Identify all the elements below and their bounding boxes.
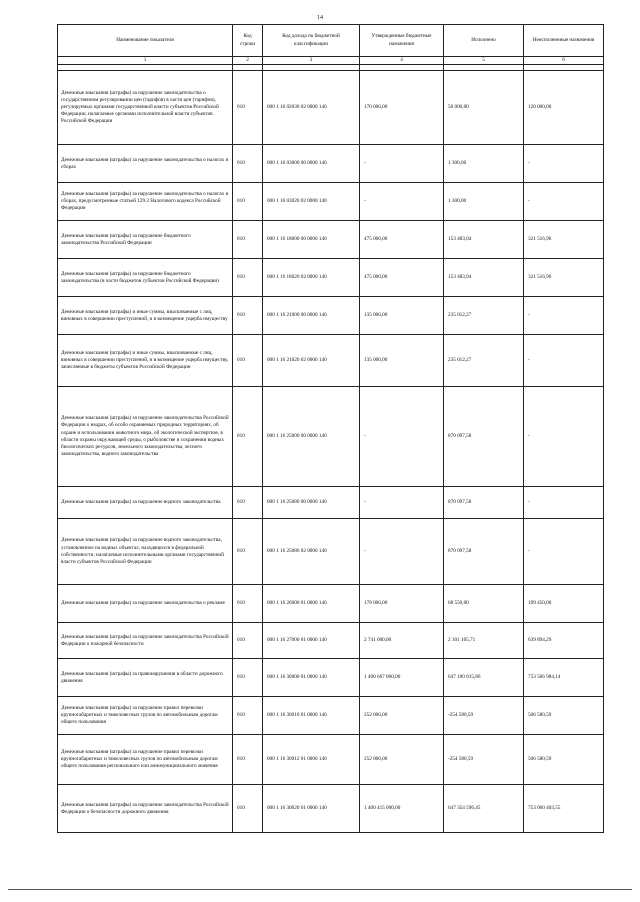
row-income-code: 000 1 16 03020 02 0000 140 <box>263 183 360 221</box>
row-income-code: 000 1 16 21000 00 0000 140 <box>263 297 360 335</box>
row-indicator-name: Денежные взыскания (штрафы) за нарушение водного законодательства <box>58 487 233 519</box>
row-approved: 135 000,00 <box>360 335 444 387</box>
table-row <box>58 145 604 183</box>
row-unexecuted: - <box>524 387 604 487</box>
row-approved: 475 000,00 <box>360 221 444 259</box>
row-unexecuted: 506 580,59 <box>524 735 604 785</box>
header-unexecuted: Неисполненные назначения <box>524 25 604 57</box>
row-approved: 2 741 000,00 <box>360 623 444 659</box>
row-line-code: 010 <box>233 145 263 183</box>
row-income-code: 000 1 16 25080 00 0000 140 <box>263 487 360 519</box>
table-row <box>58 735 604 785</box>
budget-execution-table <box>57 24 604 833</box>
row-approved: - <box>360 183 444 221</box>
table-row <box>58 259 604 297</box>
page-bottom-rule <box>8 889 632 890</box>
row-approved: 252 000,00 <box>360 697 444 735</box>
row-unexecuted: - <box>524 487 604 519</box>
row-unexecuted: 109 450,00 <box>524 585 604 623</box>
row-income-code: 000 1 16 25086 02 0000 140 <box>263 519 360 585</box>
row-line-code: 010 <box>233 585 263 623</box>
row-line-code: 010 <box>233 297 263 335</box>
table-row <box>58 585 604 623</box>
row-executed: 870 097,58 <box>444 387 524 487</box>
table-row <box>58 221 604 259</box>
header-row <box>58 25 604 57</box>
row-approved: - <box>360 387 444 487</box>
row-executed: 68 550,00 <box>444 585 524 623</box>
row-indicator-name: Денежные взыскания (штрафы) за нарушение законодательства о налогах и сборах, предусмотренные статьей 129.2 Налогового кодекса Российской Федерации <box>58 183 233 221</box>
table-row <box>58 71 604 145</box>
row-unexecuted: 753 566 984,14 <box>524 659 604 697</box>
row-approved: - <box>360 487 444 519</box>
row-approved: 178 000,00 <box>360 585 444 623</box>
row-approved: 1 400 415 000,00 <box>360 785 444 833</box>
row-indicator-name: Денежные взыскания (штрафы) за нарушение правил перевозки крупногабаритных и тяжеловесных грузов по автомобильным дорогам общего пользования <box>58 697 233 735</box>
row-approved: 252 000,00 <box>360 735 444 785</box>
row-executed: -254 580,59 <box>444 697 524 735</box>
row-line-code: 010 <box>233 735 263 785</box>
header-approved: Утвержденные бюджетные назначения <box>360 25 444 57</box>
col-index: 5 <box>444 57 524 65</box>
row-unexecuted: 120 000,00 <box>524 71 604 145</box>
row-unexecuted: 753 060 403,55 <box>524 785 604 833</box>
row-income-code: 000 1 16 26000 01 0000 140 <box>263 585 360 623</box>
header-line-code: Код строки <box>233 25 263 57</box>
table-row <box>58 183 604 221</box>
row-line-code: 010 <box>233 659 263 697</box>
column-index-row <box>58 57 604 65</box>
row-income-code: 000 1 16 30012 01 0000 140 <box>263 735 360 785</box>
row-indicator-name: Денежные взыскания (штрафы) за правонарушения в области дорожного движения <box>58 659 233 697</box>
table-row <box>58 697 604 735</box>
row-indicator-name: Денежные взыскания (штрафы) за нарушение законодательства о рекламе <box>58 585 233 623</box>
row-unexecuted: 639 894,29 <box>524 623 604 659</box>
row-indicator-name: Денежные взыскания (штрафы) за нарушение бюджетного законодательства (в части бюджетов субъектов Российской Федерации) <box>58 259 233 297</box>
header-executed: Исполнено <box>444 25 524 57</box>
row-line-code: 010 <box>233 519 263 585</box>
row-unexecuted: - <box>524 335 604 387</box>
table-row <box>58 487 604 519</box>
row-income-code: 000 1 16 30000 01 0000 140 <box>263 659 360 697</box>
row-executed: 1 300,00 <box>444 183 524 221</box>
row-indicator-name: Денежные взыскания (штрафы) за нарушение бюджетного законодательства Российской Федерации <box>58 221 233 259</box>
row-line-code: 010 <box>233 221 263 259</box>
row-indicator-name: Денежные взыскания (штрафы) за нарушение законодательства Российской Федерации о безопасности дорожного движения <box>58 785 233 833</box>
row-executed: 50 000,00 <box>444 71 524 145</box>
row-unexecuted: 321 516,96 <box>524 221 604 259</box>
row-approved: 170 000,00 <box>360 71 444 145</box>
table-row <box>58 623 604 659</box>
row-line-code: 010 <box>233 259 263 297</box>
col-index: 1 <box>58 57 233 65</box>
row-indicator-name: Денежные взыскания (штрафы) за нарушение законодательства Российской Федерации о недрах, об особо охраняемых природных территориях, об охране и использовании животного мира, об экологической экспертизе, в области охраны окружающей среды, о рыболовстве и сохранении водных биологических ресурсов, земельного законодательства, лесного законодательства, водного законодательства <box>58 387 233 487</box>
row-unexecuted: 321 516,96 <box>524 259 604 297</box>
table-row <box>58 335 604 387</box>
row-line-code: 010 <box>233 387 263 487</box>
row-indicator-name: Денежные взыскания (штрафы) за нарушение правил перевозки крупногабаритных и тяжеловесных грузов по автомобильным дорогам общего пользования регионального или межмуниципального значения <box>58 735 233 785</box>
row-executed: 2 101 105,71 <box>444 623 524 659</box>
row-approved: 1 400 667 000,00 <box>360 659 444 697</box>
row-unexecuted: - <box>524 183 604 221</box>
row-approved: 475 000,00 <box>360 259 444 297</box>
table-row <box>58 387 604 487</box>
row-unexecuted: - <box>524 297 604 335</box>
row-line-code: 010 <box>233 623 263 659</box>
row-income-code: 000 1 16 30020 01 0000 140 <box>263 785 360 833</box>
col-index: 2 <box>233 57 263 65</box>
row-line-code: 010 <box>233 71 263 145</box>
row-income-code: 000 1 16 03000 00 0000 140 <box>263 145 360 183</box>
row-income-code: 000 1 16 02030 02 0000 140 <box>263 71 360 145</box>
col-index: 3 <box>263 57 360 65</box>
row-income-code: 000 1 16 18020 02 0000 140 <box>263 259 360 297</box>
row-executed: -254 580,59 <box>444 735 524 785</box>
row-approved: - <box>360 519 444 585</box>
row-line-code: 010 <box>233 183 263 221</box>
row-approved: 135 000,00 <box>360 297 444 335</box>
table-row <box>58 297 604 335</box>
table-row <box>58 659 604 697</box>
row-executed: 235 012,27 <box>444 297 524 335</box>
row-line-code: 010 <box>233 335 263 387</box>
row-indicator-name: Денежные взыскания (штрафы) за нарушение законодательства о налогах и сборах <box>58 145 233 183</box>
row-executed: 235 012,27 <box>444 335 524 387</box>
row-line-code: 010 <box>233 697 263 735</box>
row-income-code: 000 1 16 21020 02 0000 140 <box>263 335 360 387</box>
table-body <box>58 71 604 833</box>
row-approved: - <box>360 145 444 183</box>
row-executed: 647 354 596,45 <box>444 785 524 833</box>
header-indicator-name: Наименование показателя <box>58 25 233 57</box>
row-income-code: 000 1 16 25000 00 0000 140 <box>263 387 360 487</box>
row-indicator-name: Денежные взыскания (штрафы) за нарушение законодательства Российской Федерации о пожарной безопасности <box>58 623 233 659</box>
col-index: 4 <box>360 57 444 65</box>
row-unexecuted: - <box>524 145 604 183</box>
header-income-code: Код дохода по бюджетной классификации <box>263 25 360 57</box>
col-index: 6 <box>524 57 604 65</box>
row-income-code: 000 1 16 18000 00 0000 140 <box>263 221 360 259</box>
page-number: 14 <box>317 15 323 21</box>
row-indicator-name: Денежные взыскания (штрафы) и иные суммы, взыскиваемые с лиц, виновных в совершении преступлений, и в возмещение ущерба имуществу, зачисляемые в бюджеты субъектов Российской Федерации <box>58 335 233 387</box>
row-unexecuted: - <box>524 519 604 585</box>
row-indicator-name: Денежные взыскания (штрафы) за нарушение законодательства о государственном регулировании цен (тарифов) в части цен (тарифов), регулируемых органами государственной власти субъектов Российской Федерации, налагаемые органами исполнительной власти субъектов Российской Федерации <box>58 71 233 145</box>
row-income-code: 000 1 16 27000 01 0000 140 <box>263 623 360 659</box>
row-executed: 153 483,04 <box>444 221 524 259</box>
row-executed: 153 483,04 <box>444 259 524 297</box>
row-line-code: 010 <box>233 785 263 833</box>
row-unexecuted: 506 580,59 <box>524 697 604 735</box>
row-indicator-name: Денежные взыскания (штрафы) за нарушение водного законодательства, установленное на водных объектах, находящихся в федеральной собственности, налагаемые исполнительными органами государственной власти субъектов Российской Федерации <box>58 519 233 585</box>
table-row <box>58 785 604 833</box>
row-line-code: 010 <box>233 487 263 519</box>
row-indicator-name: Денежные взыскания (штрафы) и иные суммы, взыскиваемые с лиц, виновных в совершении преступлений, и в возмещение ущерба имуществу <box>58 297 233 335</box>
row-income-code: 000 1 16 30010 01 0000 140 <box>263 697 360 735</box>
row-executed: 1 300,00 <box>444 145 524 183</box>
row-executed: 870 097,58 <box>444 519 524 585</box>
row-executed: 870 097,58 <box>444 487 524 519</box>
row-executed: 647 100 015,86 <box>444 659 524 697</box>
table-row <box>58 519 604 585</box>
